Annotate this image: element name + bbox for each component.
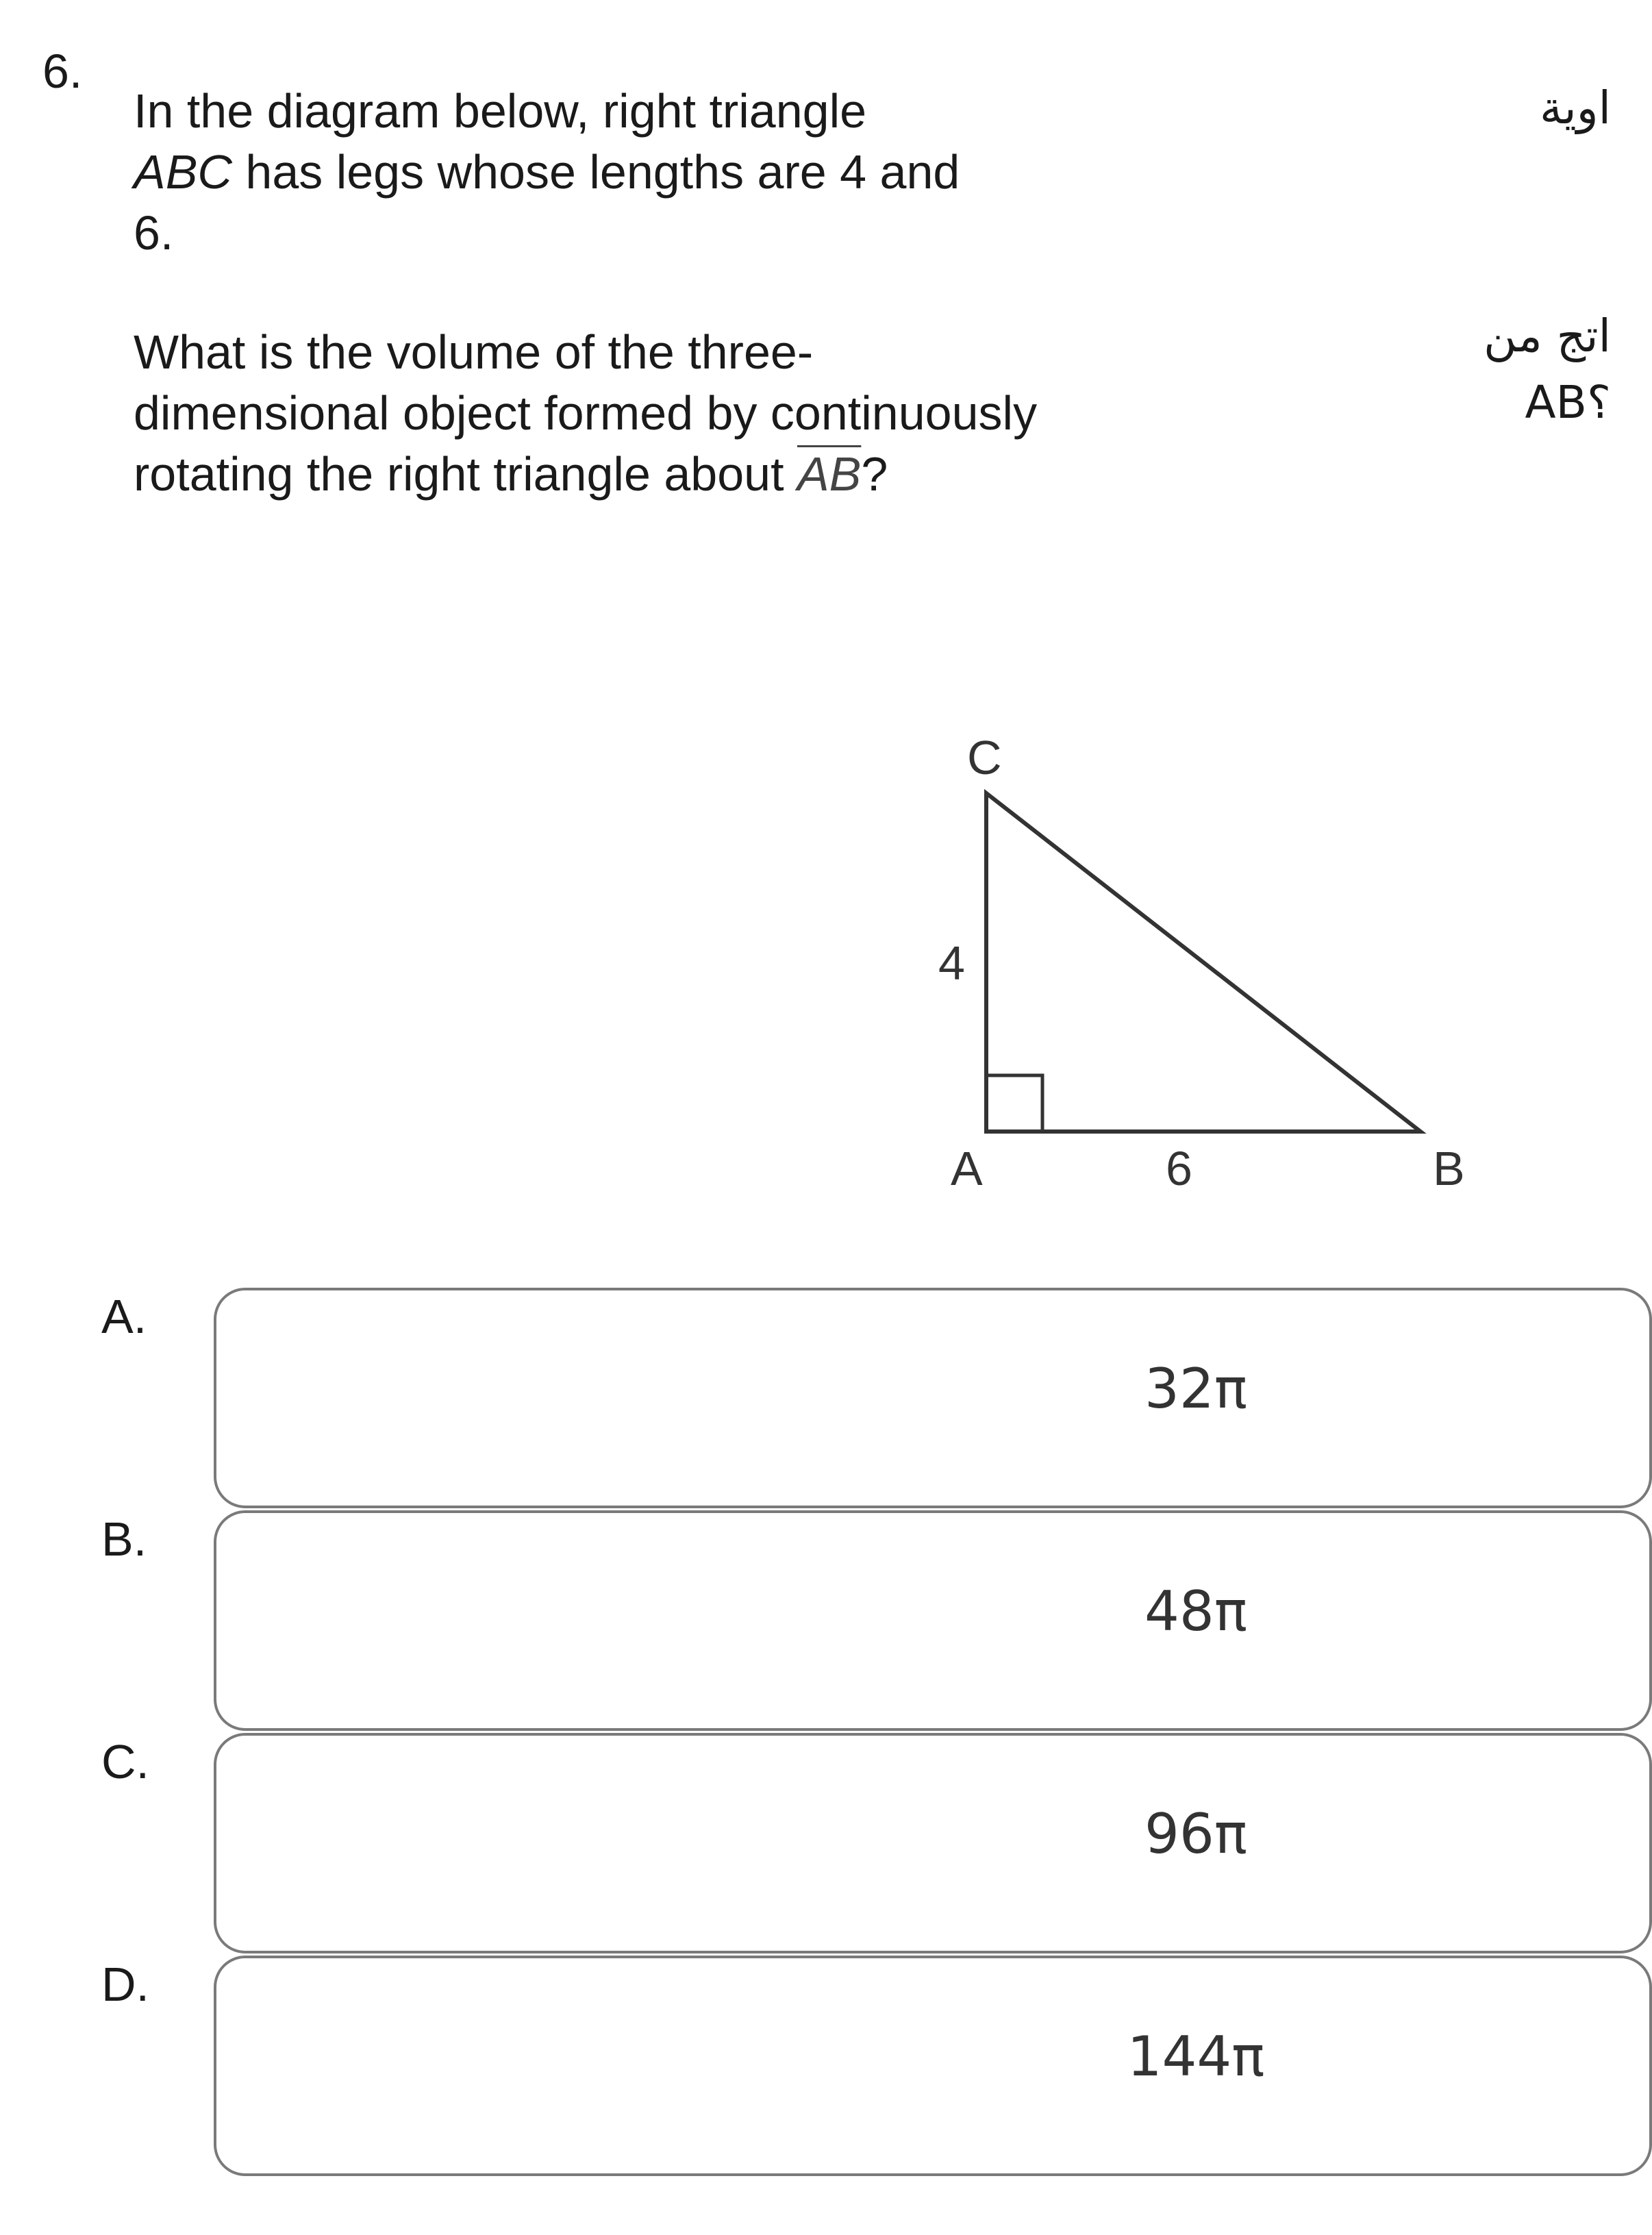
choice-d-letter: D. (101, 1958, 149, 2011)
choice-c-button[interactable] (214, 1733, 1652, 1953)
segment-ab: $\overline{AB}$ (797, 447, 862, 501)
stem-question (134, 322, 1044, 505)
choice-b-letter: B. (101, 1512, 147, 1566)
vertex-c-label: C (967, 731, 1002, 784)
choice-c-letter: C. (101, 1735, 149, 1788)
leg-ab-length-label: 6 (1166, 1142, 1192, 1195)
choice-a-value: 32π (1144, 1357, 1247, 1421)
stem-intro-line2: has legs whose lengths are 4 and (231, 145, 960, 199)
vertex-a-label: A (951, 1142, 983, 1195)
stem-intro-line1: In the diagram below, right triangle (134, 84, 867, 138)
choice-b-value: 48π (1144, 1580, 1247, 1643)
question-number: 6. (42, 45, 83, 98)
choice-a-letter: A. (101, 1290, 147, 1343)
arabic-fragment-1: اوية (1540, 82, 1611, 134)
leg-ac-length-label: 4 (938, 936, 965, 990)
stem-question-text: What is the volume of the three-dimensional object formed by continuously rotating the right triangle about (134, 325, 1038, 501)
choice-a-button[interactable] (214, 1288, 1652, 1508)
triangle-svg (911, 712, 1527, 1206)
right-angle-marker (986, 1075, 1042, 1132)
triangle-name: ABC (134, 145, 232, 199)
arabic-fragment-2: اتج من (1484, 310, 1611, 362)
triangle-diagram (911, 712, 1527, 1206)
stem-question-mark: ? (861, 447, 888, 501)
choice-c-value: 96π (1144, 1802, 1247, 1866)
arabic-fragment-3: ؟AB (1525, 376, 1611, 429)
choice-d-value: 144π (1127, 2025, 1265, 2088)
choice-d-button[interactable] (214, 1956, 1652, 2176)
triangle-abc (986, 793, 1421, 1132)
stem-intro-line3: 6. (134, 206, 174, 260)
choice-b-button[interactable] (214, 1510, 1652, 1731)
stem-intro (134, 81, 1106, 264)
question-stem (134, 81, 1106, 505)
vertex-b-label: B (1433, 1142, 1465, 1195)
